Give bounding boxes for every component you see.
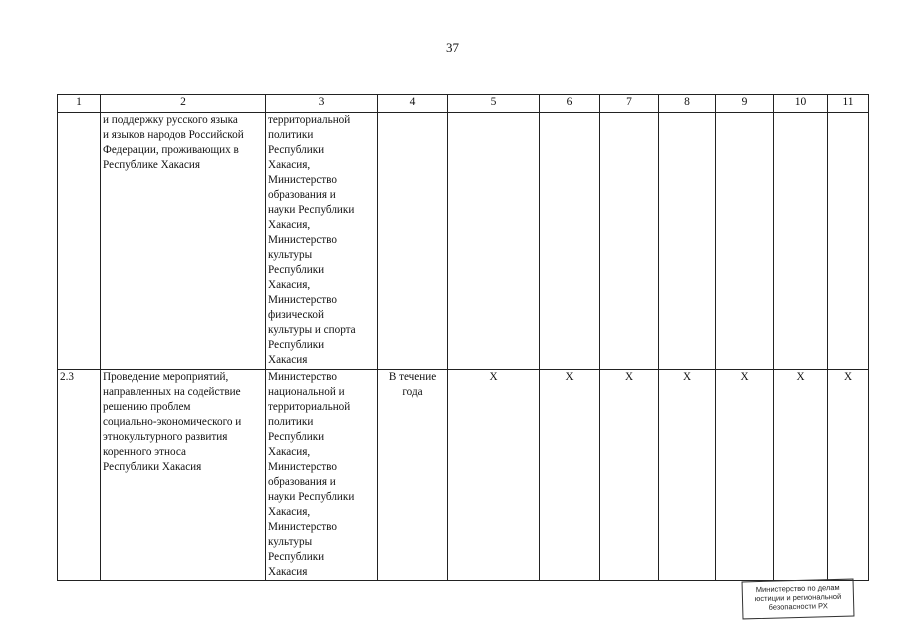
column-header: 1 xyxy=(58,95,101,113)
indicator-cell: X xyxy=(716,370,774,581)
term-cell xyxy=(378,113,448,370)
column-header: 8 xyxy=(659,95,716,113)
event-description: и поддержку русского языка и языков народов Российской Федерации, проживающих в Республике Хакасия xyxy=(101,113,266,370)
indicator-cell xyxy=(659,113,716,370)
column-header: 10 xyxy=(774,95,828,113)
row-number: 2.3 xyxy=(58,370,101,581)
column-header: 5 xyxy=(448,95,540,113)
term-cell: В течение года xyxy=(378,370,448,581)
registration-stamp: Министерство по делам юстиции и региональной безопасности РХ xyxy=(742,579,855,620)
indicator-cell xyxy=(774,113,828,370)
indicator-cell xyxy=(540,113,600,370)
table-row xyxy=(58,113,869,370)
indicator-cell: X xyxy=(774,370,828,581)
row-number xyxy=(58,113,101,370)
column-header: 11 xyxy=(828,95,869,113)
column-header: 3 xyxy=(266,95,378,113)
indicator-cell xyxy=(600,113,659,370)
indicator-cell xyxy=(448,113,540,370)
indicator-cell: X xyxy=(828,370,869,581)
indicator-cell: X xyxy=(600,370,659,581)
indicator-cell: X xyxy=(659,370,716,581)
page-number: 37 xyxy=(446,40,459,55)
indicator-cell xyxy=(716,113,774,370)
indicator-cell xyxy=(828,113,869,370)
event-description: Проведение мероприятий, направленных на содействие решению проблем социально-экономического и этнокультурного развития коренного этноса Республики Хакасия xyxy=(101,370,266,581)
column-header: 9 xyxy=(716,95,774,113)
column-header: 4 xyxy=(378,95,448,113)
indicator-cell: X xyxy=(540,370,600,581)
executors-cell: Министерство национальной и территориальной политики Республики Хакасия, Министерство образования и науки Республики Хакасия, Министерство культуры Республики Хакасия xyxy=(266,370,378,581)
column-header: 6 xyxy=(540,95,600,113)
column-header: 2 xyxy=(101,95,266,113)
table-row xyxy=(58,370,869,581)
table-header-row xyxy=(58,95,869,113)
executors-cell: территориальной политики Республики Хакасия, Министерство образования и науки Республики Хакасия, Министерство культуры Республики Хакасия, Министерство физической культуры и спорта Республики Хакасия xyxy=(266,113,378,370)
column-header: 7 xyxy=(600,95,659,113)
plan-table xyxy=(57,94,869,581)
indicator-cell: X xyxy=(448,370,540,581)
